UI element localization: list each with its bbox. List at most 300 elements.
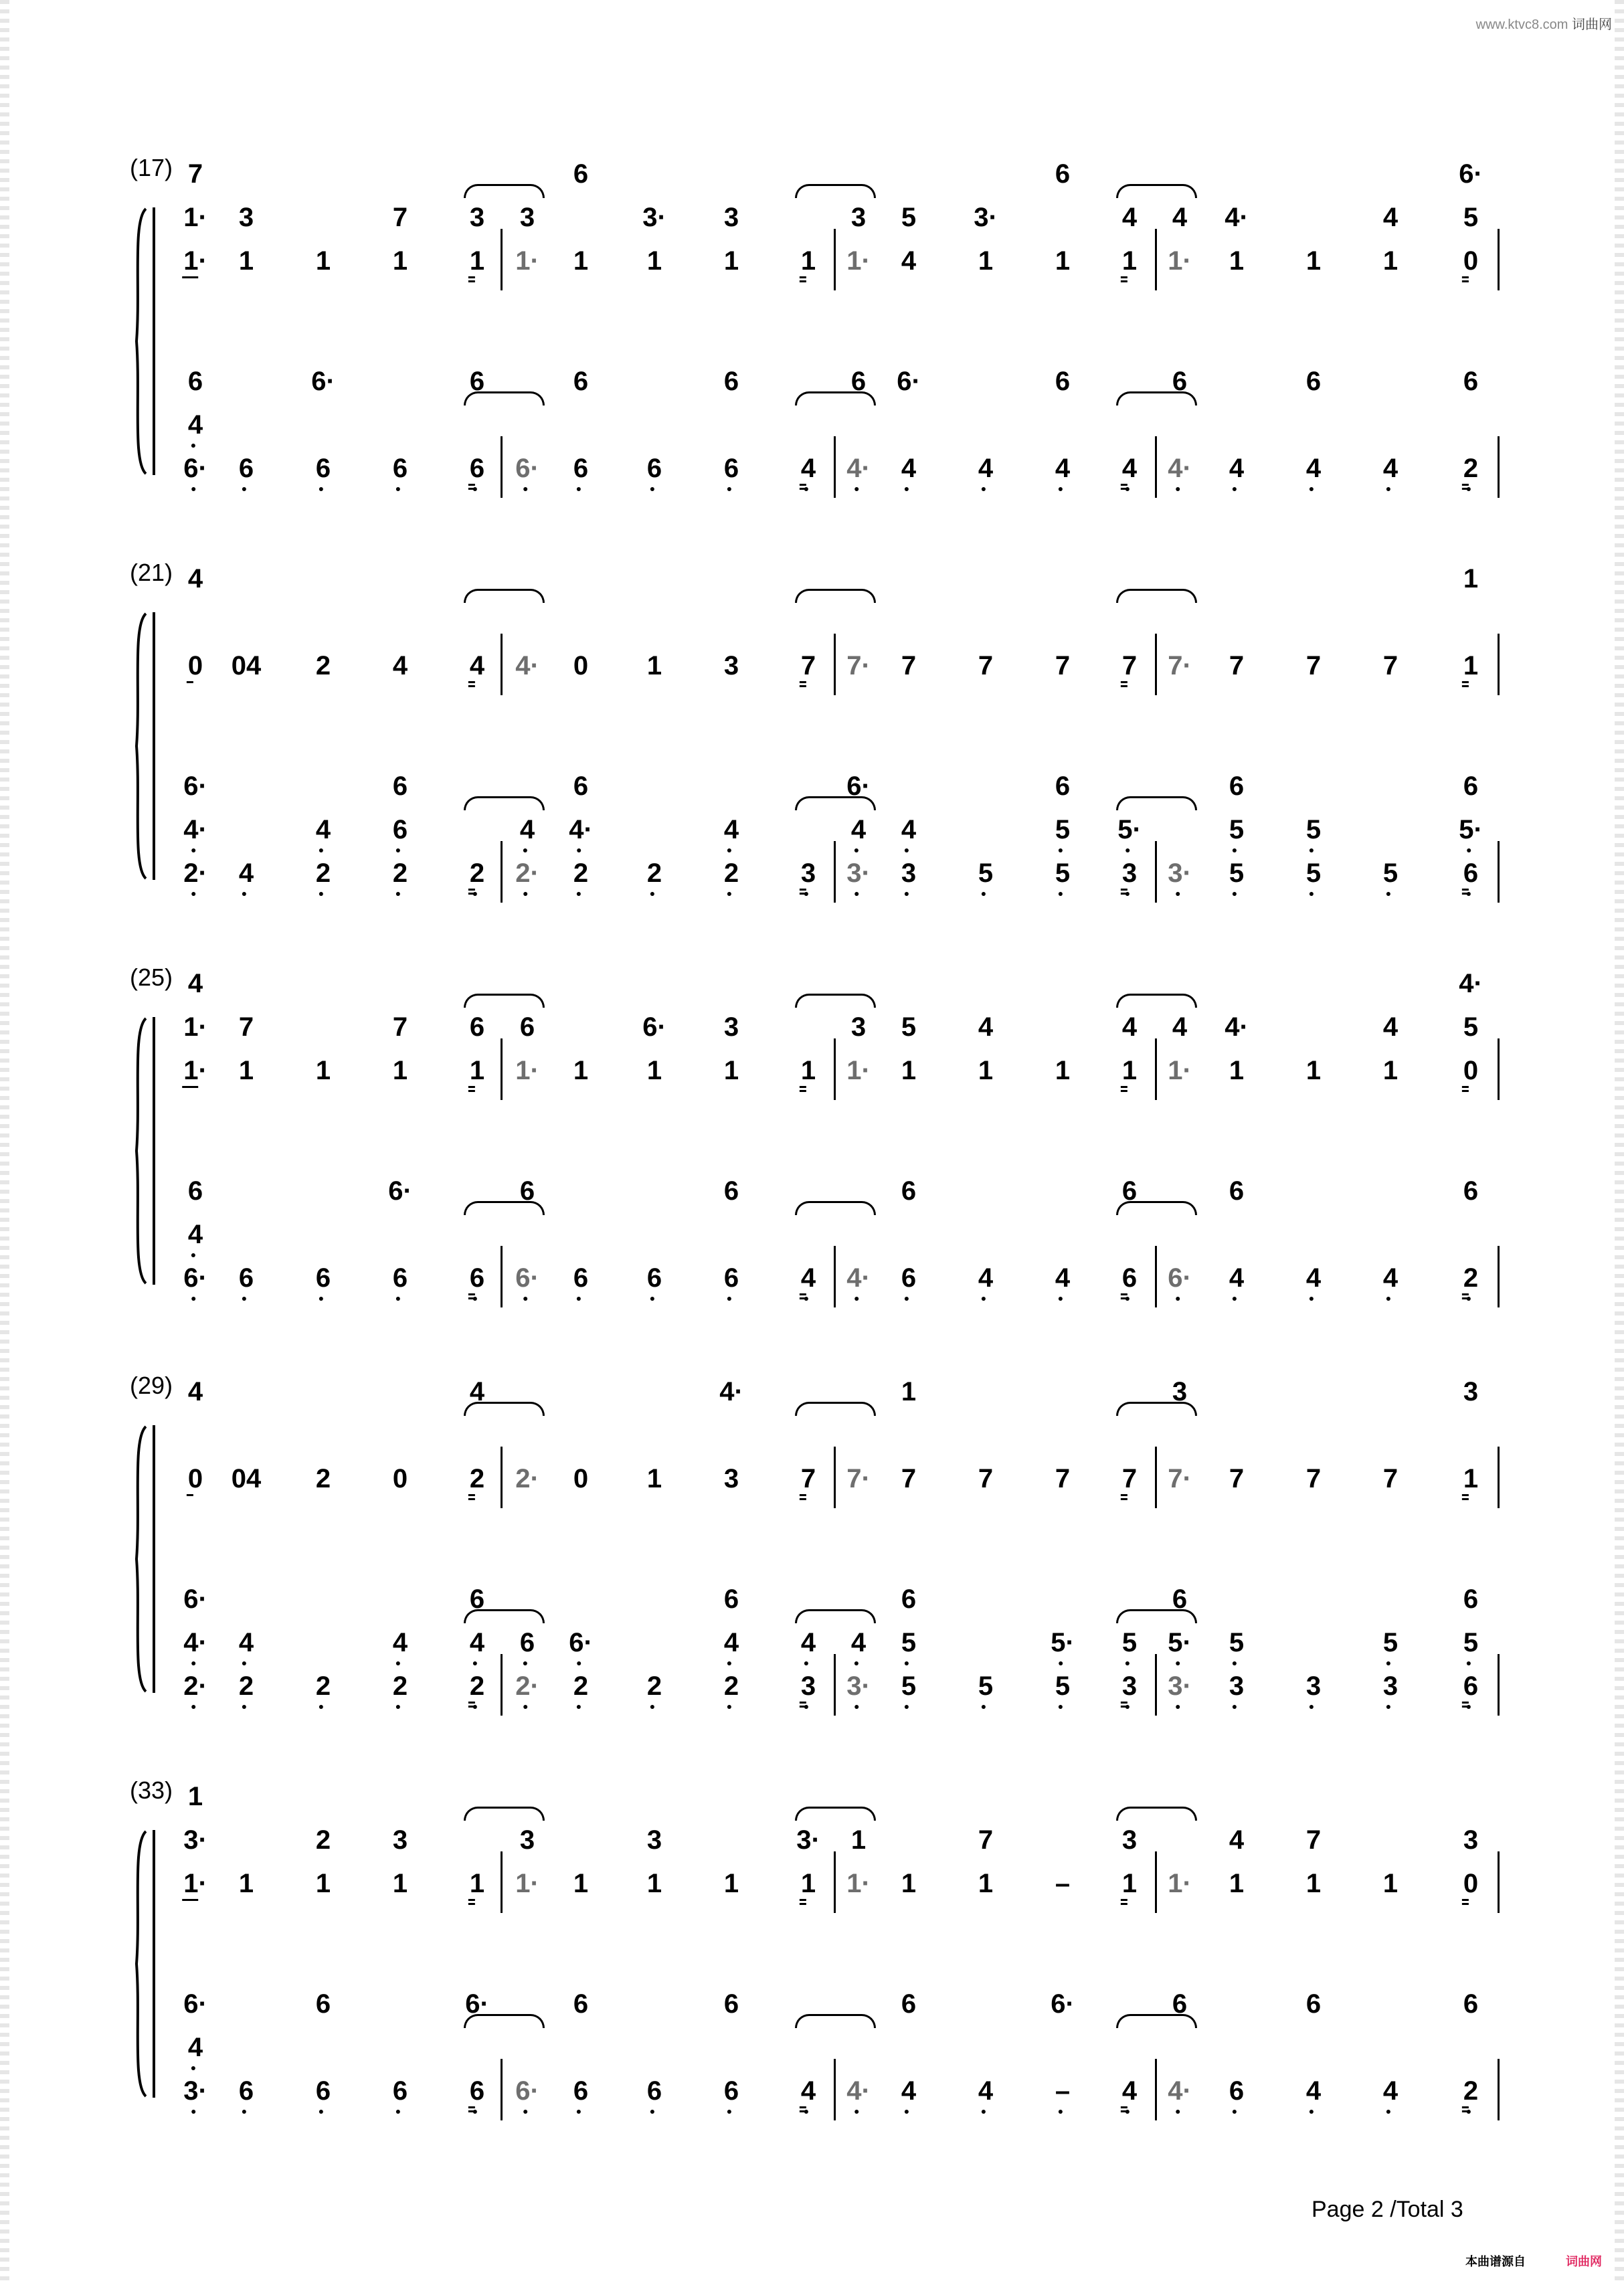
upper-voice-note (801, 1465, 816, 1492)
duration-underline (800, 1706, 806, 1708)
upper-voice-note (1306, 1465, 1321, 1492)
upper-voice-note-text: 1· (515, 1056, 539, 1085)
lower-voice-note-text: 6· (515, 1263, 539, 1293)
upper-voice-note (316, 1465, 331, 1492)
lower-voice-note (515, 1265, 539, 1291)
upper-voice-note (515, 248, 539, 274)
upper-voice-mid-note (724, 204, 739, 231)
lower-voice-note-text: 2 (469, 1671, 485, 1701)
lower-voice-top-note (465, 1991, 489, 2017)
upper-voice-note-text: 7 (1229, 651, 1245, 680)
lower-voice-note (573, 455, 588, 482)
lower-voice-mid-note-text: 5· (1168, 1628, 1192, 1657)
lower-voice-top-note-text: 6 (850, 367, 867, 396)
lower-voice-top-note-text: 6 (573, 771, 589, 801)
lower-voice-note-text: 6· (183, 454, 207, 483)
duration-underline (468, 1494, 475, 1496)
lower-voice-mid-note-text: 4 (850, 815, 867, 844)
lower-voice-note (393, 1265, 408, 1291)
bar-line (501, 1851, 503, 1913)
lower-voice-note-text: 4 (978, 454, 994, 483)
low-octave-dot (1310, 848, 1314, 852)
lower-voice-note-text: 6 (469, 2076, 485, 2106)
upper-voice-note-text: 1 (723, 246, 739, 276)
bar-line (1498, 2059, 1500, 2120)
lower-voice-top-note (1172, 1586, 1187, 1613)
lower-voice-note (1055, 455, 1070, 482)
upper-voice-top-note-text: 6 (1055, 159, 1071, 189)
lower-voice-note (515, 860, 539, 887)
upper-voice-mid-note-text: 4 (1172, 1012, 1188, 1042)
upper-voice-note (470, 1057, 484, 1084)
low-octave-dot (523, 892, 527, 896)
low-octave-dot (1059, 2110, 1063, 2114)
lower-voice-top-note (1229, 1178, 1244, 1204)
low-octave-dot (319, 2110, 323, 2114)
duration-underline (468, 484, 475, 486)
upper-voice-mid-note (239, 204, 254, 231)
upper-voice-note-text: 4 (469, 651, 485, 680)
lower-voice-note (470, 1673, 484, 1700)
upper-voice-note-text: 1 (469, 1869, 485, 1898)
lower-voice-note (1306, 1265, 1321, 1291)
duration-underline (1121, 1090, 1127, 1092)
lower-voice-note-text: 6· (1168, 1263, 1192, 1293)
lower-voice-note-text: 4· (846, 454, 871, 483)
lower-voice-top-note (897, 368, 921, 395)
upper-voice-note-text: 1 (1382, 1869, 1399, 1898)
lower-voice-note (515, 455, 539, 482)
low-octave-dot (1233, 892, 1237, 896)
lower-voice-top-note-text: 6 (901, 1176, 917, 1206)
lower-voice-note-text: 6 (469, 1263, 485, 1293)
lower-voice-note-text: 6 (392, 2076, 408, 2106)
low-octave-dot (191, 2066, 195, 2070)
low-octave-dot (1386, 1705, 1390, 1709)
lower-voice-note (801, 1265, 816, 1291)
tie-arc (795, 1402, 876, 1416)
system-start-line (153, 207, 155, 475)
duration-underline (1462, 1498, 1469, 1500)
low-octave-dot (854, 1661, 859, 1665)
lower-voice-top-note-text: 6 (1172, 367, 1188, 396)
upper-voice-mid-note (470, 1014, 484, 1040)
upper-voice-top-note (188, 1378, 203, 1405)
bar-line (834, 2059, 836, 2120)
low-octave-dot (854, 848, 859, 852)
site-url: www.ktvc8.com (1475, 17, 1568, 32)
upper-voice-note (1383, 652, 1398, 679)
lower-voice-top-note-text: 6· (183, 1989, 207, 2019)
upper-voice-note (846, 652, 871, 679)
lower-voice-mid-note-text: 4 (469, 1628, 485, 1657)
tie-arc (464, 994, 545, 1008)
low-octave-dot (319, 1297, 323, 1301)
upper-voice-note-text: 0 (1463, 1056, 1479, 1085)
low-octave-dot (905, 848, 909, 852)
duration-underline (1121, 2110, 1127, 2112)
lower-voice-note-text: 2 (238, 1671, 254, 1701)
low-octave-dot (523, 1705, 527, 1709)
lower-voice-mid-note (724, 816, 739, 843)
upper-voice-top-note (188, 161, 203, 187)
lower-voice-mid-note-text: 4 (187, 2033, 203, 2062)
lower-voice-note (978, 2078, 993, 2104)
tie-arc (795, 184, 876, 198)
duration-underline (468, 1090, 475, 1092)
lower-voice-note (978, 860, 993, 887)
lower-voice-note (239, 860, 254, 887)
lower-voice-mid-note-text: 5 (1382, 1628, 1399, 1657)
duration-underline (1462, 1702, 1469, 1704)
lower-voice-note (239, 1265, 254, 1291)
upper-voice-top-note-text: 1 (901, 1377, 917, 1406)
duration-underline (1462, 1899, 1469, 1901)
low-octave-dot (727, 2110, 731, 2114)
tie-arc (464, 589, 545, 603)
bar-line (1155, 841, 1157, 903)
lower-voice-note (1229, 1673, 1244, 1700)
upper-voice-note (1168, 652, 1192, 679)
upper-voice-note-text: 7 (978, 651, 994, 680)
upper-voice-note (188, 652, 203, 679)
lower-voice-note-text: 3· (183, 2076, 207, 2106)
bar-line (1498, 1038, 1500, 1100)
duration-underline (800, 1086, 806, 1088)
duration-underline (1121, 681, 1127, 683)
lower-voice-top-note-text: 6 (901, 1584, 917, 1614)
low-octave-dot (727, 1661, 731, 1665)
bar-line (1155, 436, 1157, 498)
upper-voice-note (1463, 248, 1478, 274)
lower-voice-note-text: 6 (238, 454, 254, 483)
upper-voice-note-text: 7 (901, 651, 917, 680)
upper-voice-note (1122, 652, 1137, 679)
duration-underline (1462, 681, 1469, 683)
bar-line (1155, 1851, 1157, 1913)
duration-underline (468, 1297, 475, 1299)
upper-voice-mid-note-text: 7 (1305, 1825, 1322, 1855)
duration-underline (468, 1702, 475, 1704)
lower-voice-note-text: – (1055, 2076, 1071, 2106)
lower-voice-mid-note-text: 6 (519, 1628, 535, 1657)
upper-voice-mid-note (183, 1014, 207, 1040)
lower-voice-note-text: 3 (1382, 1671, 1399, 1701)
upper-voice-mid-note-text: 7 (238, 1012, 254, 1042)
bar-line (1155, 1654, 1157, 1716)
lower-voice-note (1055, 860, 1070, 887)
bar-line (1498, 1447, 1500, 1508)
upper-voice-note-text: 1· (846, 1056, 871, 1085)
duration-underline (1121, 889, 1127, 891)
upper-voice-note (470, 652, 484, 679)
upper-voice-mid-note (978, 1014, 993, 1040)
low-octave-dot (1467, 1661, 1471, 1665)
lower-voice-mid-note (569, 1629, 593, 1656)
upper-voice-note-text: 04 (231, 1464, 262, 1493)
upper-voice-note (188, 1465, 203, 1492)
low-octave-dot (191, 487, 195, 491)
lower-voice-note (470, 1265, 484, 1291)
bar-line (1155, 1038, 1157, 1100)
lower-voice-note (239, 455, 254, 482)
lower-voice-note-text: 2 (392, 858, 408, 888)
lower-voice-mid-note (316, 816, 331, 843)
site-name: 词曲网 (1572, 17, 1612, 32)
upper-voice-note-text: 2 (315, 1464, 331, 1493)
low-octave-dot (523, 1297, 527, 1301)
lower-voice-top-note (1055, 773, 1070, 800)
lower-voice-top-note (1306, 368, 1321, 395)
upper-voice-note (1055, 248, 1070, 274)
duration-underline (1121, 1706, 1127, 1708)
low-octave-dot (727, 892, 731, 896)
lower-voice-top-note-text: 6· (1051, 1989, 1075, 2019)
bar-line (501, 1654, 503, 1716)
lower-voice-mid-note-text: 4 (315, 815, 331, 844)
low-octave-dot (1386, 487, 1390, 491)
duration-underline (1121, 2106, 1127, 2108)
upper-voice-note (901, 1465, 916, 1492)
lower-voice-note-text: 5 (978, 858, 994, 888)
upper-voice-note (846, 248, 871, 274)
lower-voice-note-text: 6 (573, 1263, 589, 1293)
lower-voice-mid-note (1122, 1629, 1137, 1656)
bar-line (834, 229, 836, 290)
low-octave-dot (1059, 892, 1063, 896)
duration-underline (1462, 484, 1469, 486)
lower-voice-top-note (1172, 1991, 1187, 2017)
lower-voice-top-note-text: 6· (465, 1989, 489, 2019)
lower-voice-top-note (846, 773, 871, 800)
lower-voice-note (1229, 2078, 1244, 2104)
lower-voice-note-text: 6· (515, 454, 539, 483)
low-octave-dot (982, 1297, 986, 1301)
lower-voice-note (1168, 1265, 1192, 1291)
lower-voice-top-note (393, 773, 408, 800)
low-octave-dot (1233, 2110, 1237, 2114)
lower-voice-note (470, 2078, 484, 2104)
lower-voice-note (846, 1265, 871, 1291)
lower-voice-mid-note-text: 4 (238, 1628, 254, 1657)
lower-voice-note-text: 4 (1055, 1263, 1071, 1293)
lower-voice-top-note (1463, 1586, 1478, 1613)
low-octave-dot (396, 2110, 400, 2114)
lower-voice-mid-note-text: 5 (901, 1628, 917, 1657)
upper-voice-mid-note-text: 1 (850, 1825, 867, 1855)
tie-arc (1116, 796, 1197, 810)
duration-underline (468, 893, 475, 895)
upper-voice-mid-note (796, 1827, 820, 1853)
lower-voice-note (1383, 2078, 1398, 2104)
duration-underline (1462, 280, 1469, 282)
lower-voice-note (1168, 455, 1192, 482)
lower-voice-note (1055, 1673, 1070, 1700)
duration-underline (1121, 1899, 1127, 1901)
upper-voice-mid-note-text: 7 (392, 203, 408, 232)
upper-voice-note (232, 652, 262, 679)
upper-voice-note (393, 248, 408, 274)
upper-voice-note (316, 248, 331, 274)
lower-voice-note (978, 455, 993, 482)
duration-underline (1121, 893, 1127, 895)
low-octave-dot (319, 848, 323, 852)
lower-voice-top-note (311, 368, 335, 395)
upper-voice-note-text: 1· (183, 246, 207, 276)
lower-voice-mid-note (1383, 1629, 1398, 1656)
right-margin-strip (1615, 0, 1624, 2283)
lower-voice-top-note-text: 6 (723, 367, 739, 396)
lower-voice-note-text: 6 (315, 1263, 331, 1293)
duration-underline (1462, 1086, 1469, 1088)
low-octave-dot (854, 892, 859, 896)
lower-voice-note (573, 1265, 588, 1291)
upper-voice-note (393, 1465, 408, 1492)
lower-voice-mid-note (1459, 816, 1483, 843)
lower-voice-note (1168, 2078, 1192, 2104)
upper-voice-mid-note (1229, 1827, 1244, 1853)
bar-line (501, 229, 503, 290)
lower-voice-mid-note-text: 5· (1459, 815, 1483, 844)
duration-underline (800, 2106, 806, 2108)
upper-voice-note (232, 1465, 262, 1492)
low-octave-dot (727, 848, 731, 852)
upper-voice-mid-note (1122, 1014, 1137, 1040)
upper-voice-note-text: 1 (1305, 246, 1322, 276)
duration-underline (800, 1090, 806, 1092)
upper-voice-mid-note (647, 1827, 662, 1853)
duration-underline (468, 1706, 475, 1708)
upper-voice-note (1463, 652, 1478, 679)
upper-voice-mid-note-text: 1· (183, 1012, 207, 1042)
duration-underline (1462, 276, 1469, 278)
lower-voice-top-note (470, 1586, 484, 1613)
lower-voice-note-text: 4 (1055, 454, 1071, 483)
lower-voice-top-note (183, 1586, 207, 1613)
lower-voice-note-text: 2· (515, 858, 539, 888)
lower-voice-note (1055, 2078, 1070, 2104)
upper-voice-mid-note-text: 3· (796, 1825, 820, 1855)
low-octave-dot (1386, 2110, 1390, 2114)
duration-underline (800, 681, 806, 683)
lower-voice-note (573, 2078, 588, 2104)
upper-voice-mid-note (1463, 1827, 1478, 1853)
lower-voice-top-note-text: 6 (1305, 367, 1322, 396)
grand-staff-brace (126, 1830, 153, 2098)
upper-voice-note (801, 248, 816, 274)
upper-voice-note (573, 1057, 588, 1084)
upper-voice-top-note (901, 1378, 916, 1405)
lower-voice-mid-note (393, 1629, 408, 1656)
low-octave-dot (982, 892, 986, 896)
low-octave-dot (1176, 1661, 1180, 1665)
lower-voice-note-text: 6 (901, 1263, 917, 1293)
lower-voice-note (1383, 1673, 1398, 1700)
lower-voice-note (801, 860, 816, 887)
lower-voice-top-note-text: 6· (897, 367, 921, 396)
upper-voice-mid-note (851, 1014, 866, 1040)
duration-underline (1462, 1297, 1469, 1299)
upper-voice-note-text: 1· (1168, 246, 1192, 276)
low-octave-dot (650, 1297, 654, 1301)
lower-voice-note-text: 4 (1382, 1263, 1399, 1293)
duration-underline (1462, 1293, 1469, 1295)
upper-voice-note-text: 0 (187, 1464, 203, 1493)
lower-voice-top-note-text: 6 (1463, 1176, 1479, 1206)
tie-arc (1116, 184, 1197, 198)
measure-number: (33) (130, 1776, 173, 1804)
lower-voice-mid-note-text: 4 (187, 410, 203, 440)
duration-underline (1121, 685, 1127, 687)
lower-voice-top-note-text: 6 (1463, 1584, 1479, 1614)
upper-voice-note (1168, 1870, 1192, 1897)
upper-voice-mid-note-text: 3 (519, 203, 535, 232)
upper-voice-top-note (1463, 1378, 1478, 1405)
lower-voice-top-note-text: 6 (392, 771, 408, 801)
lower-voice-note (801, 455, 816, 482)
lower-voice-mid-note (1229, 1629, 1244, 1656)
upper-voice-mid-note (974, 204, 998, 231)
upper-voice-note-text: 1 (646, 1464, 662, 1493)
duration-underline (468, 889, 475, 891)
upper-voice-note-text: 7· (846, 651, 871, 680)
lower-voice-note-text: 2 (315, 858, 331, 888)
upper-voice-mid-note (851, 1827, 866, 1853)
lower-voice-note (724, 1673, 739, 1700)
lower-voice-note-text: 3 (1121, 858, 1138, 888)
upper-voice-top-note (188, 565, 203, 592)
low-octave-dot (1467, 848, 1471, 852)
bar-line (501, 1447, 503, 1508)
lower-voice-note (846, 2078, 871, 2104)
upper-voice-note (978, 652, 993, 679)
lower-voice-top-note (1172, 368, 1187, 395)
upper-voice-note (1463, 1465, 1478, 1492)
upper-voice-note (573, 1465, 588, 1492)
upper-voice-mid-note (1225, 204, 1249, 231)
upper-voice-note-text: 1· (846, 246, 871, 276)
duration-underline (800, 1293, 806, 1295)
low-octave-dot (804, 1661, 808, 1665)
lower-voice-note-text: 6 (573, 454, 589, 483)
lower-voice-mid-note (851, 816, 866, 843)
lower-voice-top-note-text: 6 (469, 367, 485, 396)
upper-voice-mid-note (520, 1827, 535, 1853)
upper-voice-top-note (188, 1783, 203, 1810)
upper-voice-note (978, 248, 993, 274)
lower-voice-note-text: 6 (392, 1263, 408, 1293)
low-octave-dot (1059, 487, 1063, 491)
duration-underline (468, 685, 475, 687)
upper-voice-note (1055, 1870, 1070, 1897)
upper-voice-note-text: 1 (573, 1056, 589, 1085)
bar-line (1498, 841, 1500, 903)
lower-voice-note-text: 2 (315, 1671, 331, 1701)
lower-voice-note-text: 3 (800, 858, 816, 888)
low-octave-dot (191, 892, 195, 896)
lower-voice-note (1306, 1673, 1321, 1700)
upper-voice-top-note (1459, 970, 1483, 997)
upper-voice-note (1229, 1465, 1244, 1492)
low-octave-dot (854, 487, 859, 491)
lower-voice-top-note (1463, 368, 1478, 395)
bar-line (1498, 1246, 1500, 1307)
duration-underline (1121, 280, 1127, 282)
low-octave-dot (1233, 1705, 1237, 1709)
system-start-line (153, 1830, 155, 2098)
lower-voice-top-note (188, 368, 203, 395)
bar-line (1155, 229, 1157, 290)
